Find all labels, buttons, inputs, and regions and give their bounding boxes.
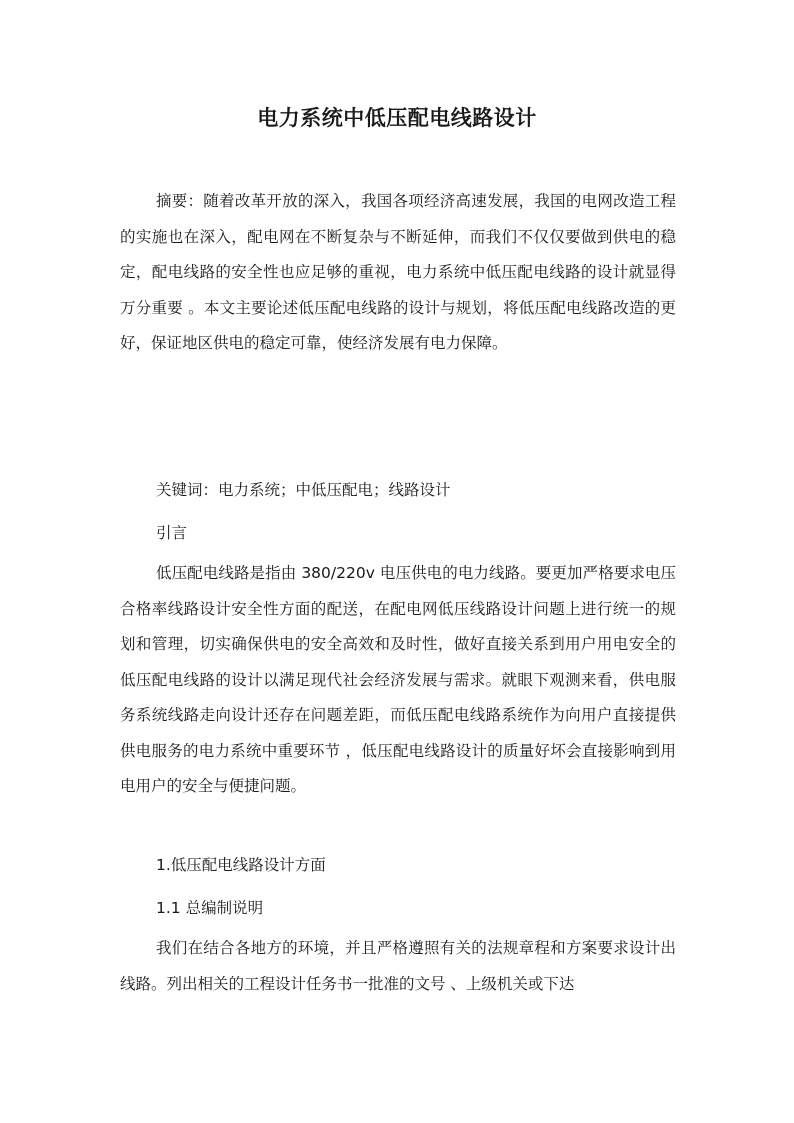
document-title: 电力系统中低压配电线路设计 xyxy=(257,106,537,130)
intro-heading: 引言 xyxy=(156,524,188,542)
abstract-paragraph: 摘要：随着改革开放的深入，我国各项经济高速发展，我国的电网改造工程的实施也在深入，配电网在不断复杂与不断延伸，而我们不仅仅要做到供电的稳定，配电线路的安全性也应足够的重视，电力系统中低压配电线路的设计就显得万分重要 。本文主要论述低压配电线路的设计与规划，将低压配电线路改造的更好，保证地区供电的稳定可靠，使经济发展有电力保障。 xyxy=(120,192,676,352)
section-1-heading: 1.低压配电线路设计方面 xyxy=(156,856,326,874)
keywords-line: 关键词：电力系统；中低压配电；线路设计 xyxy=(156,481,451,499)
section-1-1-heading: 1.1 总编制说明 xyxy=(156,899,264,917)
intro-paragraph: 低压配电线路是指由 380/220v 电压供电的电力线路。要更加严格要求电压合格率线路设计安全性方面的配送，在配电网低压线路设计问题上进行统一的规划和管理，切实确保供电的安全高效和及时性，做好直接关系到用户用电安全的低压配电线路的设计以满足现代社会经济发展与需求。就眼下观测来看，供电服务系统线路走向设计还存在问题差距，而低压配电线路系统作为向用户直接提供供电服务的电力系统中重要环节 ，低压配电线路设计的质量好坏会直接影响到用电用户的安全与便捷问题。 xyxy=(120,564,676,795)
section-1-1-paragraph: 我们在结合各地方的环境，并且严格遵照有关的法规章程和方案要求设计出线路。列出相关的工程设计任务书一批准的文号 、上级机关或下达 xyxy=(120,939,676,993)
